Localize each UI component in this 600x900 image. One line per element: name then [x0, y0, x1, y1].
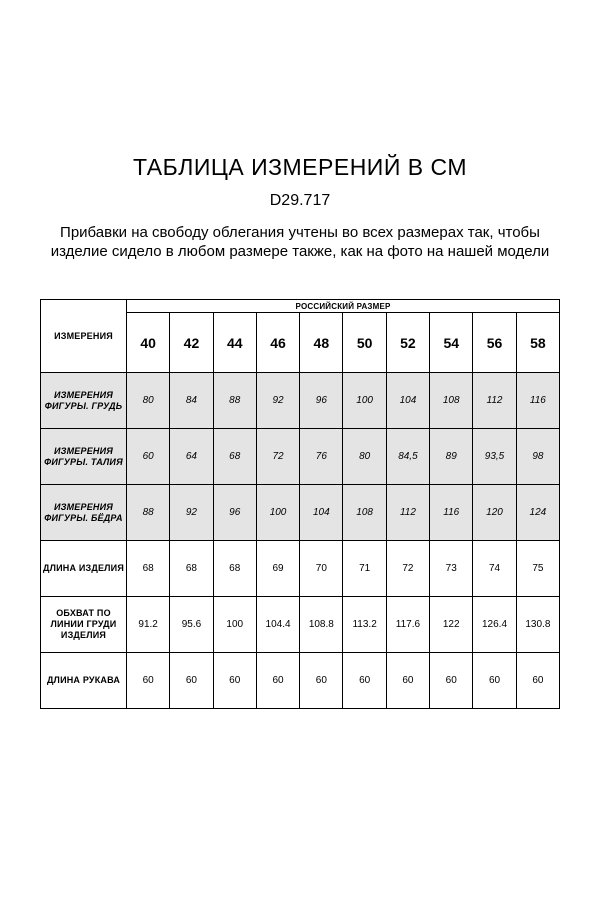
row-label: [41, 373, 127, 429]
row-label-line: ФИГУРЫ. ГРУДЬ: [44, 400, 123, 411]
table-cell: 69: [256, 541, 299, 597]
table-cell: 117.6: [386, 597, 429, 653]
table-cell: 64: [170, 429, 213, 485]
table-cell: 74: [473, 541, 516, 597]
table-cell: 124: [516, 485, 559, 541]
table-cell: 68: [213, 429, 256, 485]
table-cell: 108: [343, 485, 386, 541]
table-cell: 120: [473, 485, 516, 541]
table-cell: 70: [300, 541, 343, 597]
measurements-header: ИЗМЕРЕНИЯ: [41, 300, 127, 373]
table-cell: 60: [300, 653, 343, 709]
table-cell: 112: [473, 373, 516, 429]
table-cell: 92: [170, 485, 213, 541]
table-cell: 60: [213, 653, 256, 709]
size-44: 44: [213, 313, 256, 373]
table-cell: 93,5: [473, 429, 516, 485]
table-cell: 104.4: [256, 597, 299, 653]
table-row: [41, 653, 560, 709]
table-cell: 60: [386, 653, 429, 709]
row-label-line: ФИГУРЫ. БЁДРА: [44, 512, 123, 523]
size-52: 52: [386, 313, 429, 373]
table-cell: 104: [300, 485, 343, 541]
table-cell: 100: [256, 485, 299, 541]
table-cell: 100: [213, 597, 256, 653]
table-cell: 91.2: [127, 597, 170, 653]
size-58: 58: [516, 313, 559, 373]
table-cell: 73: [430, 541, 473, 597]
page-title: ТАБЛИЦА ИЗМЕРЕНИЙ В СМ: [133, 154, 467, 180]
table-cell: 130.8: [516, 597, 559, 653]
table-cell: 104: [386, 373, 429, 429]
row-label-line: ФИГУРЫ. ТАЛИЯ: [44, 456, 123, 467]
product-code: D29.717: [269, 192, 331, 209]
table-cell: 116: [430, 485, 473, 541]
table-cell: 96: [213, 485, 256, 541]
table-cell: 68: [127, 541, 170, 597]
table-cell: 113.2: [343, 597, 386, 653]
table-cell: 122: [430, 597, 473, 653]
table-row: [41, 597, 560, 653]
table-row: [41, 373, 560, 429]
size-chart-table: [40, 299, 560, 709]
table-cell: 60: [127, 429, 170, 485]
size-48: 48: [300, 313, 343, 373]
row-label: [41, 541, 127, 597]
fit-note: [0, 223, 600, 261]
size-50: 50: [343, 313, 386, 373]
table-cell: 68: [170, 541, 213, 597]
row-label-line: ДЛИНА РУКАВА: [46, 675, 121, 685]
table-cell: 60: [256, 653, 299, 709]
row-label-line: ЛИНИИ ГРУДИ: [50, 619, 117, 629]
table-row: [41, 429, 560, 485]
table-cell: 60: [516, 653, 559, 709]
row-label: [41, 429, 127, 485]
size-56: 56: [473, 313, 516, 373]
table-cell: 72: [386, 541, 429, 597]
row-label-line: ИЗМЕРЕНИЯ: [53, 501, 114, 512]
size-42: 42: [170, 313, 213, 373]
row-label: [41, 485, 127, 541]
table-row: [41, 485, 560, 541]
row-label-line: ИЗМЕРЕНИЯ: [53, 389, 114, 400]
table-cell: 100: [343, 373, 386, 429]
table-cell: 108.8: [300, 597, 343, 653]
header-row-top: [41, 300, 560, 313]
row-label-line: ОБХВАТ ПО: [56, 608, 111, 618]
table-cell: 71: [343, 541, 386, 597]
russian-size-header: РОССИЙСКИЙ РАЗМЕР: [127, 300, 560, 313]
size-46: 46: [256, 313, 299, 373]
table-cell: 116: [516, 373, 559, 429]
fit-note-line-1: Прибавки на свободу облегания учтены во всех размерах так, чтобы: [60, 224, 540, 241]
table-cell: 80: [127, 373, 170, 429]
table-cell: 68: [213, 541, 256, 597]
table-cell: 88: [213, 373, 256, 429]
table-cell: 60: [430, 653, 473, 709]
row-label-line: ДЛИНА ИЗДЕЛИЯ: [42, 563, 125, 573]
table-cell: 112: [386, 485, 429, 541]
table-cell: 60: [170, 653, 213, 709]
table-cell: 72: [256, 429, 299, 485]
size-54: 54: [430, 313, 473, 373]
table-cell: 108: [430, 373, 473, 429]
table-cell: 98: [516, 429, 559, 485]
row-label-line: ИЗМЕРЕНИЯ: [53, 445, 114, 456]
size-40: 40: [127, 313, 170, 373]
table-cell: 84: [170, 373, 213, 429]
row-label: [41, 653, 127, 709]
table-cell: 96: [300, 373, 343, 429]
table-cell: 75: [516, 541, 559, 597]
table-cell: 89: [430, 429, 473, 485]
table-row: [41, 541, 560, 597]
table-cell: 60: [473, 653, 516, 709]
row-label: [41, 597, 127, 653]
table-cell: 92: [256, 373, 299, 429]
table-cell: 60: [127, 653, 170, 709]
table-cell: 76: [300, 429, 343, 485]
row-label-line: ИЗДЕЛИЯ: [60, 630, 107, 640]
fit-note-line-2: изделие сидело в любом размере также, как на фото на нашей модели: [50, 243, 550, 260]
table-cell: 95.6: [170, 597, 213, 653]
table-cell: 60: [343, 653, 386, 709]
table-cell: 126.4: [473, 597, 516, 653]
table-cell: 84,5: [386, 429, 429, 485]
table-cell: 88: [127, 485, 170, 541]
table-cell: 80: [343, 429, 386, 485]
